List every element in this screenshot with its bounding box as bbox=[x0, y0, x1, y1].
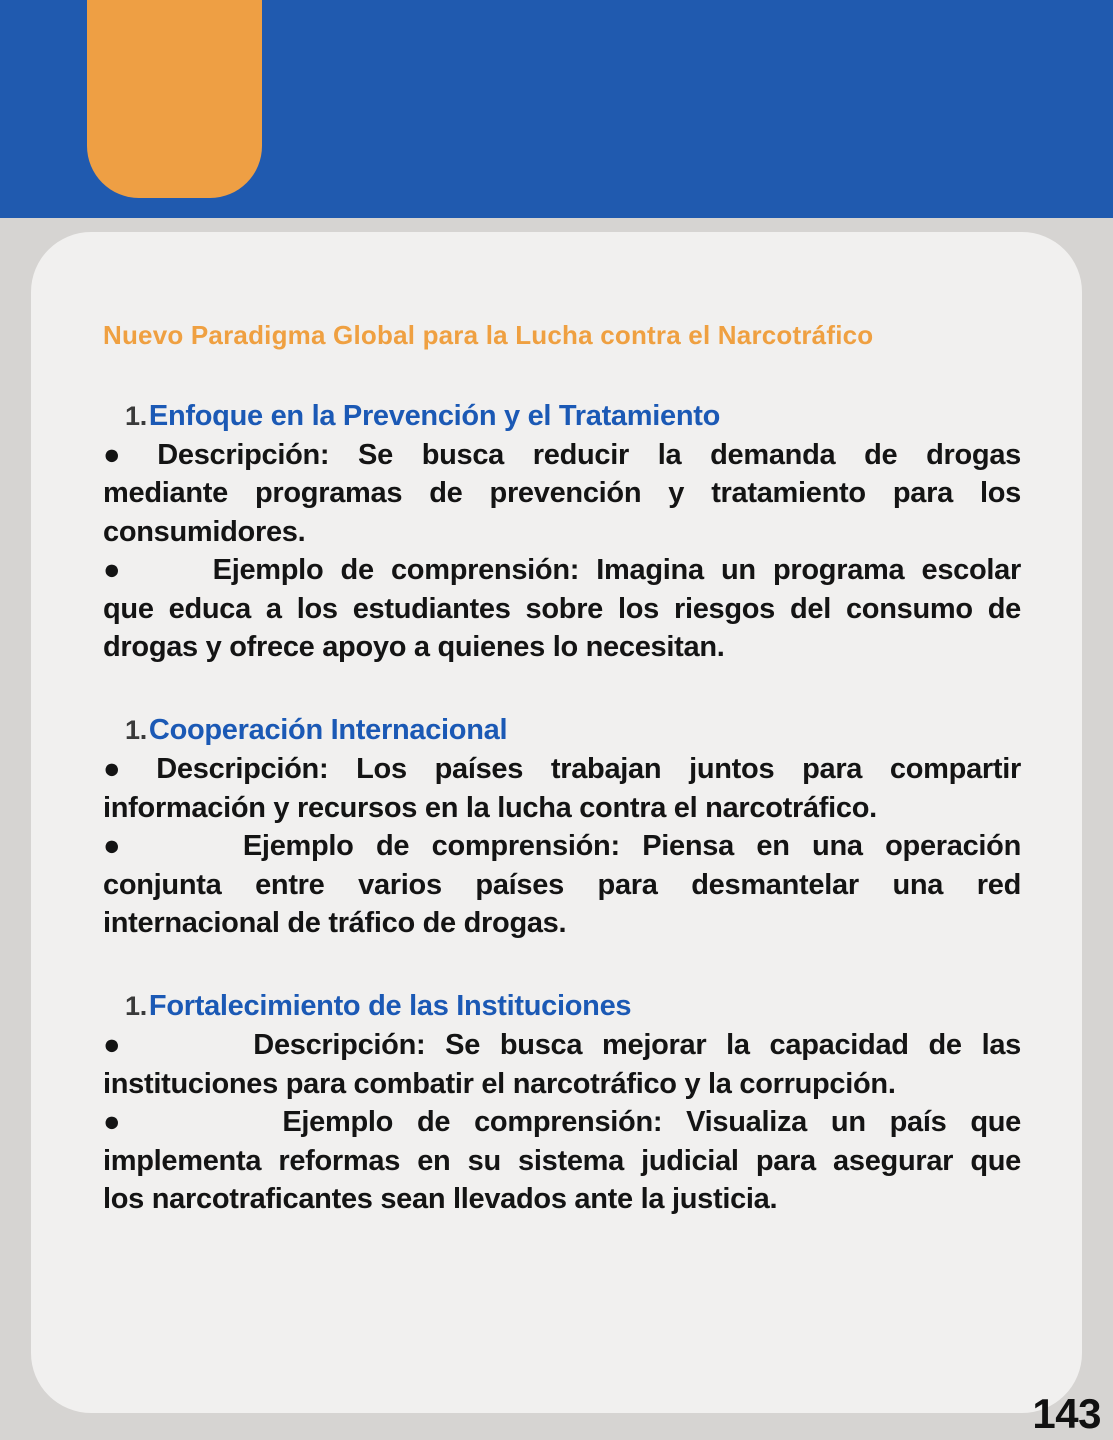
body-line bbox=[103, 474, 1021, 512]
body-line bbox=[103, 1103, 1021, 1141]
sections bbox=[103, 396, 1021, 1219]
body-line bbox=[103, 628, 1021, 666]
body-text: implementa reformas en su sistema judicial para asegurar que bbox=[103, 1144, 1021, 1177]
body-line bbox=[103, 1065, 1021, 1103]
section-title: Cooperación Internacional bbox=[148, 714, 508, 747]
section-title: Enfoque en la Prevención y el Tratamiento bbox=[148, 400, 721, 432]
body-line bbox=[103, 590, 1021, 628]
tab-spacer bbox=[141, 463, 157, 464]
body-text: Descripción: Se busca reducir la demanda de drogas bbox=[157, 439, 1022, 471]
body-text: drogas y ofrece apoyo a quienes lo necesitan. bbox=[103, 631, 725, 664]
header-tab-shape bbox=[87, 0, 262, 198]
body-text: que educa a los estudiantes sobre los riesgos del consumo de bbox=[103, 592, 1021, 625]
body-text: mediante programas de prevención y tratamiento para los bbox=[103, 477, 1021, 510]
body-text: Ejemplo de comprensión: Piensa en una operación bbox=[242, 830, 1021, 863]
circle-bullet-icon: ● bbox=[103, 830, 135, 863]
body-line bbox=[103, 827, 1021, 865]
page-title: Nuevo Paradigma Global para la Lucha contra el Narcotráfico bbox=[103, 320, 874, 350]
tab-spacer bbox=[132, 1053, 253, 1054]
section-heading bbox=[103, 710, 1021, 750]
body-text: Descripción: Los países trabajan juntos para compartir bbox=[156, 753, 1021, 786]
section-number: 1. bbox=[125, 991, 147, 1022]
circle-bullet-icon: ● bbox=[103, 1106, 137, 1139]
body-text: información y recursos en la lucha contra el narcotráfico. bbox=[103, 791, 877, 824]
body-line bbox=[103, 1180, 1021, 1218]
section-number: 1. bbox=[125, 401, 147, 431]
section-title: Fortalecimiento de las Instituciones bbox=[148, 990, 632, 1023]
tab-spacer bbox=[135, 854, 243, 855]
section bbox=[103, 396, 1021, 666]
page-number: 143 bbox=[1032, 1390, 1101, 1437]
body-line bbox=[103, 551, 1021, 589]
body-line bbox=[103, 904, 1021, 942]
section-number: 1. bbox=[125, 715, 147, 746]
header-band bbox=[0, 0, 1113, 218]
circle-bullet-icon: ● bbox=[103, 1029, 133, 1062]
body-text: los narcotraficantes sean llevados ante la justicia. bbox=[103, 1183, 778, 1216]
body-line bbox=[103, 513, 1021, 551]
tab-spacer bbox=[130, 578, 213, 579]
body-line bbox=[103, 436, 1021, 474]
body-text: consumidores. bbox=[103, 515, 306, 548]
body-text: Ejemplo de comprensión: Visualiza un país que bbox=[282, 1106, 1021, 1139]
body-line bbox=[103, 866, 1021, 904]
circle-bullet-icon: ● bbox=[103, 439, 142, 471]
body-text: Descripción: Se busca mejorar la capacidad de las bbox=[253, 1029, 1022, 1062]
body-text: instituciones para combatir el narcotráfico y la corrupción. bbox=[103, 1067, 896, 1100]
body-text: Ejemplo de comprensión: Imagina un programa escolar bbox=[212, 554, 1021, 587]
body-line bbox=[103, 1026, 1021, 1064]
tab-spacer bbox=[140, 777, 156, 778]
body-line bbox=[103, 750, 1021, 788]
section bbox=[103, 710, 1021, 942]
body-text: conjunta entre varios países para desmantelar una red bbox=[103, 868, 1021, 901]
content-card bbox=[31, 232, 1082, 1413]
circle-bullet-icon: ● bbox=[103, 554, 130, 587]
section-heading bbox=[103, 986, 1021, 1026]
tab-spacer bbox=[136, 1130, 282, 1131]
section-heading bbox=[103, 396, 1021, 436]
body-line bbox=[103, 1142, 1021, 1180]
body-text: internacional de tráfico de drogas. bbox=[103, 907, 567, 940]
body-line bbox=[103, 789, 1021, 827]
circle-bullet-icon: ● bbox=[103, 753, 141, 786]
section bbox=[103, 986, 1021, 1218]
